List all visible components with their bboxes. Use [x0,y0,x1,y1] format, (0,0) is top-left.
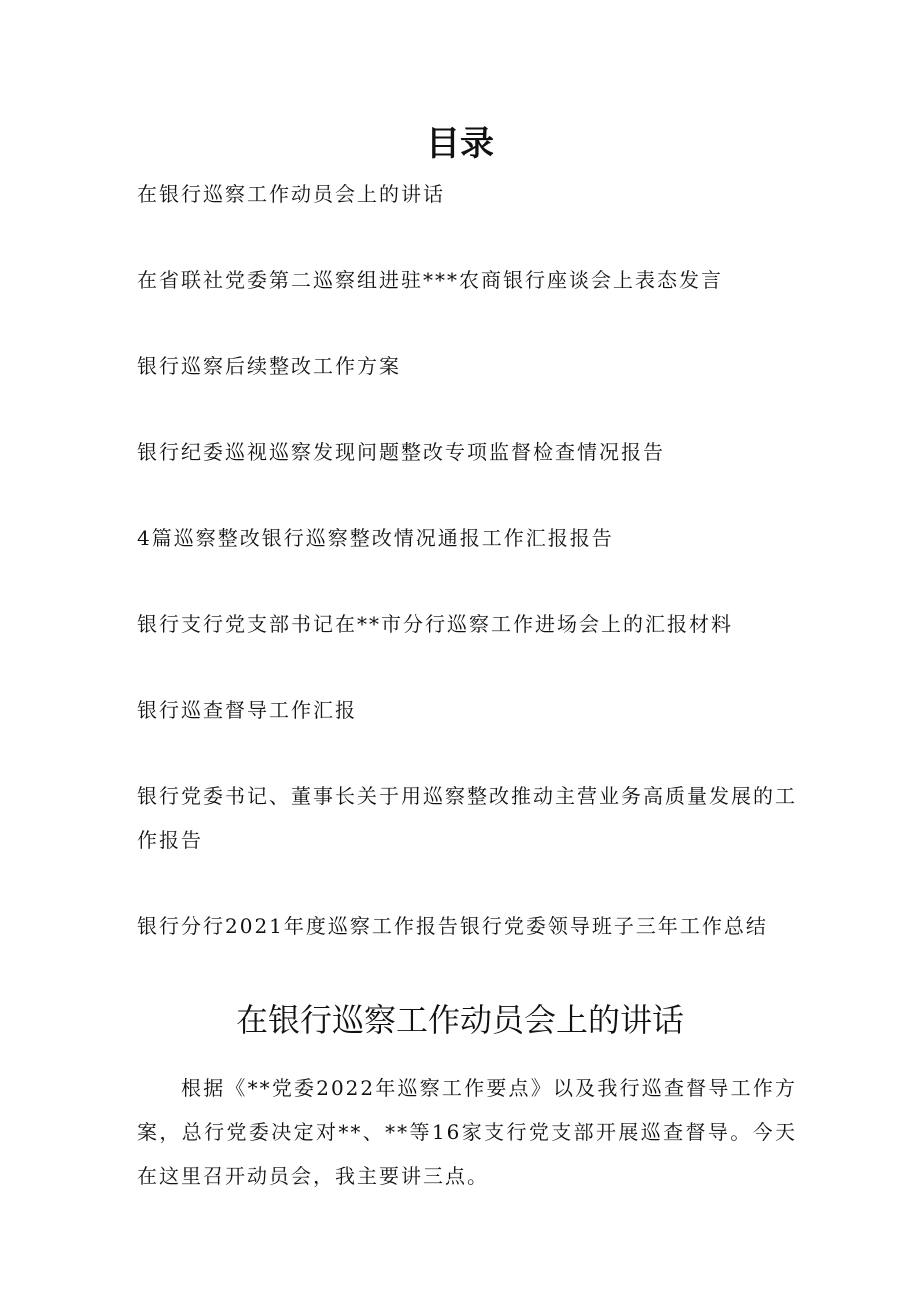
toc-item[interactable]: 银行分行2021年度巡察工作报告银行党委领导班子三年工作总结 [137,914,768,938]
toc-item[interactable]: 银行巡察后续整改工作方案 [137,354,401,378]
toc-item[interactable]: 4篇巡察整改银行巡察整改情况通报工作汇报报告 [137,526,614,550]
toc-item[interactable]: 银行党委书记、董事长关于用巡察整改推动主营业务高质量发展的工作报告 [137,784,797,852]
toc-item[interactable]: 在银行巡察工作动员会上的讲话 [137,182,445,206]
toc-title: 目录 [426,124,494,164]
toc-item[interactable]: 银行支行党支部书记在**市分行巡察工作进场会上的汇报材料 [137,612,733,636]
body-paragraph: 根据《**党委2022年巡察工作要点》以及我行巡查督导工作方案，总行党委决定对**、**等16家支行党支部开展巡查督导。今天在这里召开动员会，我主要讲三点。 [137,1076,797,1188]
toc-item[interactable]: 银行巡查督导工作汇报 [137,698,357,722]
toc-item[interactable]: 在省联社党委第二巡察组进驻***农商银行座谈会上表态发言 [137,268,723,292]
section-title: 在银行巡察工作动员会上的讲话 [235,1001,684,1039]
toc-item[interactable]: 银行纪委巡视巡察发现问题整改专项监督检查情况报告 [137,440,665,464]
